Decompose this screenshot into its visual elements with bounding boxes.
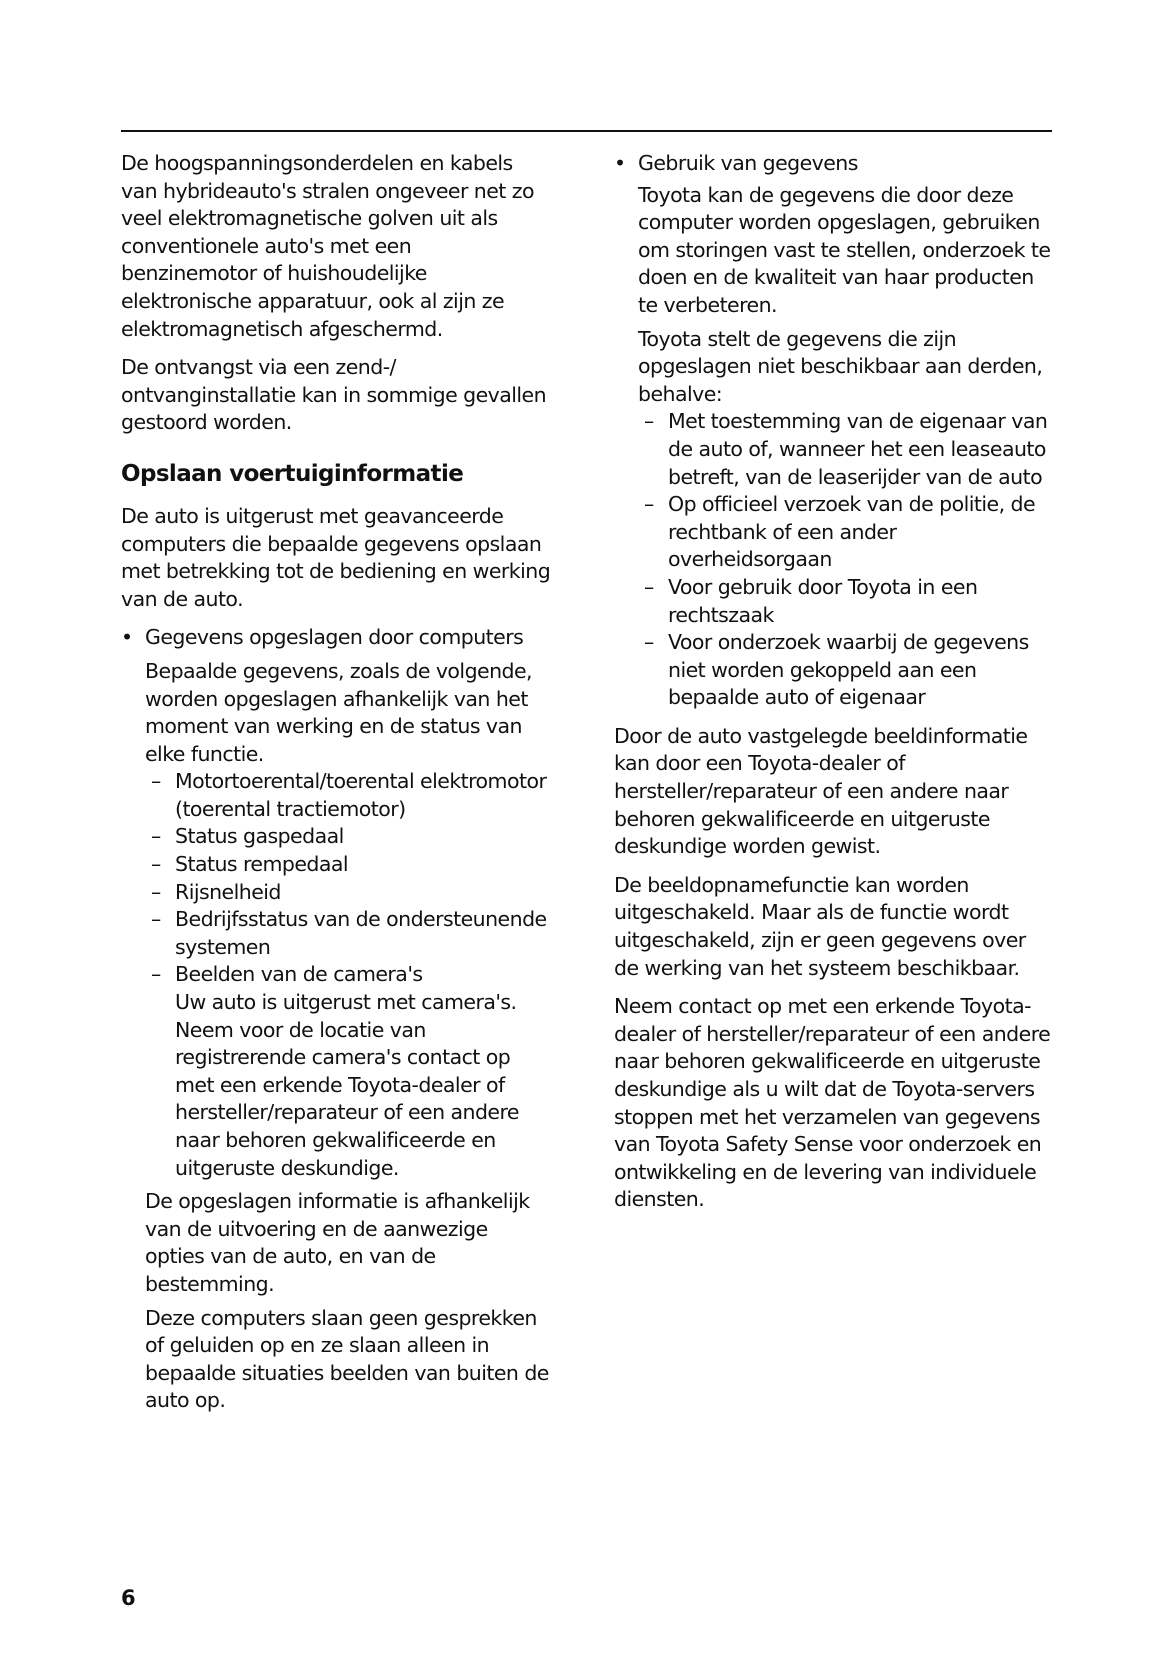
header-rule [121,130,1052,132]
disable-paragraph: De beeldopnamefunctie kan worden uitgeschakeld. Maar als de functie wordt uitgeschakeld, zijn er geen gegevens over de werking van het systeem beschikbaar. [614,872,1026,980]
list-item: – Bedrijfsstatus van de ondersteunende systemen [121,906,551,961]
list-item: – Status gaspedaal [121,823,551,851]
list-item: – Met toestemming van de eigenaar van de auto of, wanneer het een leaseauto betreft, van de leaserijder van de auto [614,408,1054,491]
list-item: – Motortoerental/toerental elektromotor (toerental tractiemotor) [121,768,551,823]
hybrid-emission-paragraph: De hoogspanningsonderdelen en kabels van hybrideauto's stralen ongeveer net zo veel elektromagnetische golven uit als conventionele auto's met een benzinemotor of huishoudelijke elektronische apparatuur, ook al zijn ze elektromagnetisch afgeschermd. [121,151,534,341]
exceptions-list [614,408,1054,712]
bullet-stored-data: • Gegevens opgeslagen door computers [121,624,551,652]
list-item: – Rijsnelheid [121,879,551,907]
section-intro-paragraph: De auto is uitgerust met geavanceerde computers die bepaalde gegevens opslaan met betrekking tot de bediening en werking van de auto. [121,503,551,611]
page-number: 6 [121,1586,136,1610]
contact-paragraph: Neem contact op met een erkende Toyota-dealer of hersteller/reparateur of een andere naar behoren gekwalificeerde en uitgeruste deskundige als u wilt dat de Toyota-servers stoppen met het verzamelen van gegevens van Toyota Safety Sense voor onderzoek en ontwikkeling en de levering van individuele diensten. [614,994,1051,1212]
list-item: – Beelden van de camera's [121,961,551,989]
list-item: – Op officieel verzoek van de politie, de rechtbank of een ander overheidsorgaan [614,491,1054,574]
left-column [121,150,551,1421]
usage-paragraph: Toyota kan de gegevens die door deze computer worden opgeslagen, gebruiken om storingen vast te stellen, onderzoek te doen en de kwaliteit van haar producten te verbeteren. [638,182,1051,317]
section-heading: Opslaan voertuiginformatie [121,460,464,487]
list-item: – Status rempedaal [121,851,551,879]
reception-paragraph: De ontvangst via een zend-/ ontvanginstallatie kan in sommige gevallen gestoord worden. [121,355,547,435]
bullet-data-usage: • Gebruik van gegevens [614,150,1054,178]
stored-info-paragraph: De opgeslagen informatie is afhankelijk van de uitvoering en de aanwezige opties van de auto, en van de bestemming. [145,1189,530,1296]
erase-paragraph: Door de auto vastgelegde beeldinformatie kan door een Toyota-dealer of hersteller/reparateur of een andere naar behoren gekwalificeerde en uitgeruste deskundige worden gewist. [614,723,1028,859]
right-column [614,150,1054,1225]
stored-data-list [121,768,551,1182]
list-item: – Voor onderzoek waarbij de gegevens niet worden gekoppeld aan een bepaalde auto of eigenaar [614,629,1054,712]
third-parties-paragraph: Toyota stelt de gegevens die zijn opgeslagen niet beschikbaar aan derden, behalve: [638,326,1043,406]
stored-data-intro: Bepaalde gegevens, zoals de volgende, worden opgeslagen afhankelijk van het moment van werking en de status van elke functie. [145,658,533,766]
no-recording-paragraph: Deze computers slaan geen gesprekken of geluiden op en ze slaan alleen in bepaalde situaties beelden van buiten de auto op. [145,1305,549,1413]
camera-note: Uw auto is uitgerust met camera's. Neem voor de locatie van registrerende camera's contact op met een erkende Toyota-dealer of hersteller/reparateur of een andere naar behoren gekwalificeerde en uitgeruste deskundige. [175,990,519,1180]
list-item: – Voor gebruik door Toyota in een rechtszaak [614,574,1054,629]
